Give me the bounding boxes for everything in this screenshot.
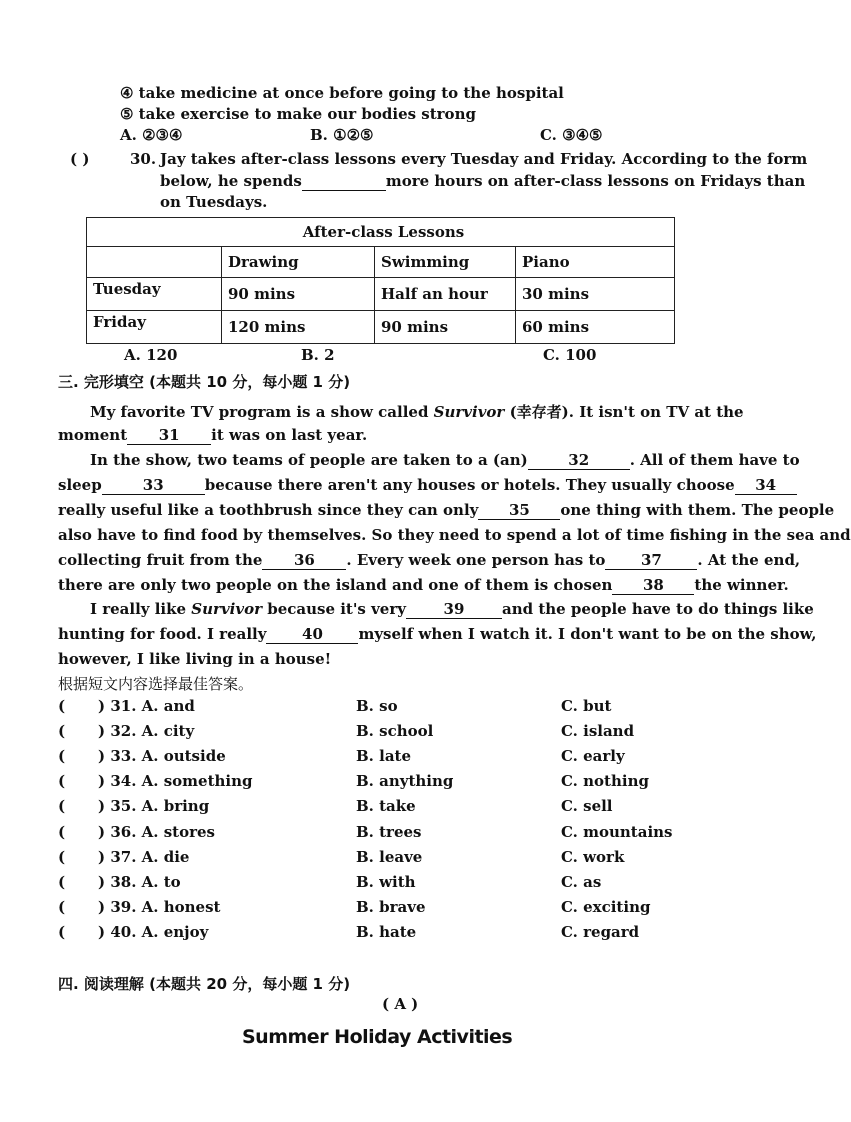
- table-header-piano: Piano: [516, 247, 675, 278]
- section3-heading: 三. 完形填空 (本题共 10 分，每小题 1 分): [58, 373, 351, 391]
- question-option-b: B. hate: [356, 923, 417, 941]
- q30-answer-paren[interactable]: ( ): [70, 150, 90, 168]
- table-row: [87, 278, 675, 311]
- answer-paren[interactable]: (: [58, 873, 66, 891]
- question-option-c: C. regard: [561, 923, 640, 941]
- question-option-c: C. island: [561, 722, 635, 740]
- question-option-a: ) 36. A. stores: [98, 823, 215, 841]
- blank-31[interactable]: 31: [127, 427, 211, 445]
- q30-line1: Jay takes after-class lessons every Tuesday and Friday. According to the form: [160, 150, 808, 168]
- passage-title: Summer Holiday Activities: [242, 1026, 513, 1048]
- section4-heading: 四. 阅读理解 (本题共 20 分，每小题 1 分): [58, 975, 351, 993]
- answer-paren[interactable]: (: [58, 747, 66, 765]
- question-option-b: B. so: [356, 697, 398, 715]
- question-option-a: ) 31. A. and: [98, 697, 195, 715]
- cloze-p2-line6: there are only two people on the island and one of them is chosen 38 the winner.: [58, 576, 789, 594]
- table-cell-day: Tuesday: [87, 278, 222, 311]
- table-cell: 30 mins: [516, 278, 675, 311]
- question-option-b: B. brave: [356, 898, 426, 916]
- cloze-instruction: 根据短文内容选择最佳答案。: [58, 675, 254, 693]
- question-option-a: ) 32. A. city: [98, 722, 195, 740]
- q30-line2: below, he spends more hours on after-class lessons on Fridays than: [160, 172, 806, 190]
- cloze-p3-line2: hunting for food. I really 40 myself when I watch it. I don't want to be on the show,: [58, 625, 817, 643]
- answer-paren[interactable]: (: [58, 923, 66, 941]
- blank-34[interactable]: 34: [735, 477, 797, 495]
- table-cell: Half an hour: [375, 278, 516, 311]
- blank-32[interactable]: 32: [528, 452, 630, 470]
- question-option-c: C. early: [561, 747, 625, 765]
- answer-paren[interactable]: (: [58, 797, 66, 815]
- blank-37[interactable]: 37: [605, 552, 697, 570]
- question-option-a: ) 39. A. honest: [98, 898, 221, 916]
- q29-choice-b: B. ①②⑤: [310, 126, 374, 144]
- answer-paren[interactable]: (: [58, 697, 66, 715]
- q30-choice-b: B. 2: [301, 346, 335, 364]
- question-option-a: ) 33. A. outside: [98, 747, 226, 765]
- answer-paren[interactable]: (: [58, 823, 66, 841]
- table-cell-day: Friday: [87, 311, 222, 344]
- question-option-a: ) 40. A. enjoy: [98, 923, 209, 941]
- question-option-c: C. exciting: [561, 898, 651, 916]
- cloze-p3-line3: however, I like living in a house!: [58, 650, 332, 668]
- question-option-c: C. sell: [561, 797, 613, 815]
- q30-choice-a: A. 120: [124, 346, 178, 364]
- question-option-c: C. but: [561, 697, 612, 715]
- table-header-swimming: Swimming: [375, 247, 516, 278]
- table-header-empty: [87, 247, 222, 278]
- table-cell: 90 mins: [375, 311, 516, 344]
- question-option-b: B. school: [356, 722, 434, 740]
- question-option-b: B. take: [356, 797, 416, 815]
- blank-35[interactable]: 35: [478, 502, 560, 520]
- question-option-b: B. trees: [356, 823, 422, 841]
- cloze-p2-line1: In the show, two teams of people are taken to a (an) 32 . All of them have to: [90, 451, 800, 469]
- question-option-a: ) 35. A. bring: [98, 797, 210, 815]
- after-class-lessons-table: [86, 217, 675, 344]
- q29-choice-a: A. ②③④: [120, 126, 183, 144]
- q29-choice-c: C. ③④⑤: [540, 126, 603, 144]
- question-option-a: ) 38. A. to: [98, 873, 181, 891]
- q30-choice-c: C. 100: [543, 346, 597, 364]
- q29-option-4: ④ take medicine at once before going to the hospital: [120, 84, 564, 102]
- blank-36[interactable]: 36: [262, 552, 346, 570]
- table-header-drawing: Drawing: [222, 247, 375, 278]
- blank-39[interactable]: 39: [406, 601, 502, 619]
- cloze-p3-line1: I really like Survivor because it's very 39 and the people have to do things like: [90, 600, 814, 618]
- cloze-p2-line3: really useful like a toothbrush since they can only 35 one thing with them. The people: [58, 501, 835, 519]
- table-cell: 60 mins: [516, 311, 675, 344]
- question-option-b: B. anything: [356, 772, 454, 790]
- blank-38[interactable]: 38: [612, 577, 694, 595]
- answer-paren[interactable]: (: [58, 898, 66, 916]
- question-option-a: ) 37. A. die: [98, 848, 190, 866]
- question-option-c: C. work: [561, 848, 625, 866]
- question-option-c: C. nothing: [561, 772, 649, 790]
- question-option-b: B. late: [356, 747, 412, 765]
- question-option-b: B. with: [356, 873, 416, 891]
- question-option-c: C. mountains: [561, 823, 673, 841]
- q30-line3: on Tuesdays.: [160, 193, 268, 211]
- q29-option-5: ⑤ take exercise to make our bodies strong: [120, 105, 476, 123]
- cloze-p1-line1: My favorite TV program is a show called Survivor (幸存者). It isn't on TV at the: [90, 403, 744, 421]
- table-title: After-class Lessons: [87, 218, 675, 247]
- table-cell: 90 mins: [222, 278, 375, 311]
- blank-33[interactable]: 33: [102, 477, 205, 495]
- cloze-p1-line2: moment 31 it was on last year.: [58, 426, 368, 444]
- q30-number: 30.: [130, 150, 157, 168]
- answer-paren[interactable]: (: [58, 772, 66, 790]
- question-option-c: C. as: [561, 873, 602, 891]
- section4-part-label: ( A ): [382, 995, 419, 1013]
- cloze-p2-line5: collecting fruit from the 36 . Every week one person has to 37 . At the end,: [58, 551, 801, 569]
- question-option-a: ) 34. A. something: [98, 772, 253, 790]
- q30-blank[interactable]: [302, 173, 386, 191]
- cloze-p2-line2: sleep 33 because there aren't any houses or hotels. They usually choose 34: [58, 476, 797, 495]
- answer-paren[interactable]: (: [58, 848, 66, 866]
- cloze-p2-line4: also have to find food by themselves. So they need to spend a lot of time fishing in the sea and: [58, 526, 851, 544]
- question-option-b: B. leave: [356, 848, 423, 866]
- answer-paren[interactable]: (: [58, 722, 66, 740]
- table-cell: 120 mins: [222, 311, 375, 344]
- table-row: [87, 311, 675, 344]
- blank-40[interactable]: 40: [266, 626, 358, 644]
